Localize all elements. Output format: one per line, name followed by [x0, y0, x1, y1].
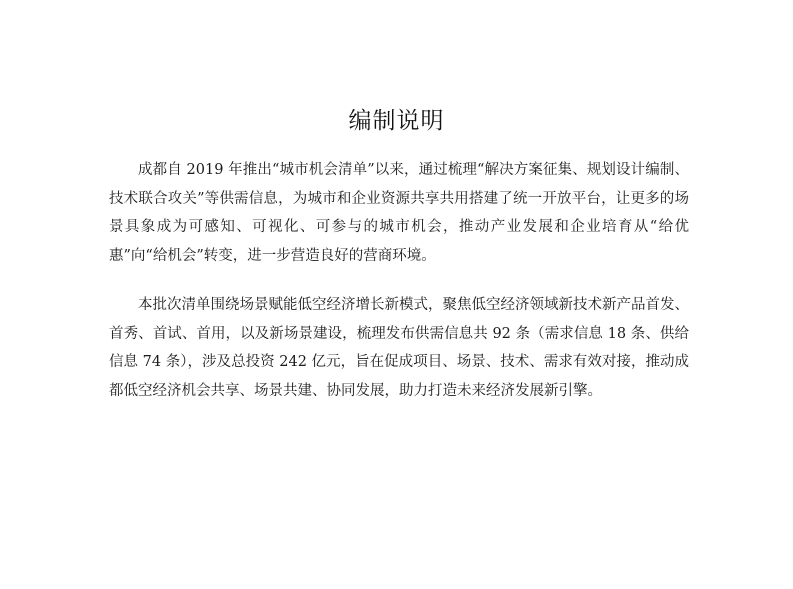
paragraph-batch-summary: 本批次清单围绕场景赋能低空经济增长新模式，聚焦低空经济领域新技术新产品首发、首秀、首试、首用，以及新场景建设，梳理发布供需信息共 92 条（需求信息 18 条、供给信息 74 条），涉及总投资 242 亿元，旨在促成项目、场景、技术、需求有效对接，推动成都低空经济机会共享、场景共建、协同发展，助力打造未来经济发展新引擎。	[109, 297, 689, 399]
paragraph-intro: 成都自 2019 年推出“城市机会清单”以来，通过梳理“解决方案征集、规划设计编制、技术联合攻关”等供需信息，为城市和企业资源共享共用搭建了统一开放平台，让更多的场景具象成为可感知、可视化、可参与的城市机会，推动产业发展和企业培育从“给优惠”向“给机会”转变，进一步营造良好的营商环境。	[109, 162, 689, 264]
document-title: 编制说明	[348, 108, 445, 134]
